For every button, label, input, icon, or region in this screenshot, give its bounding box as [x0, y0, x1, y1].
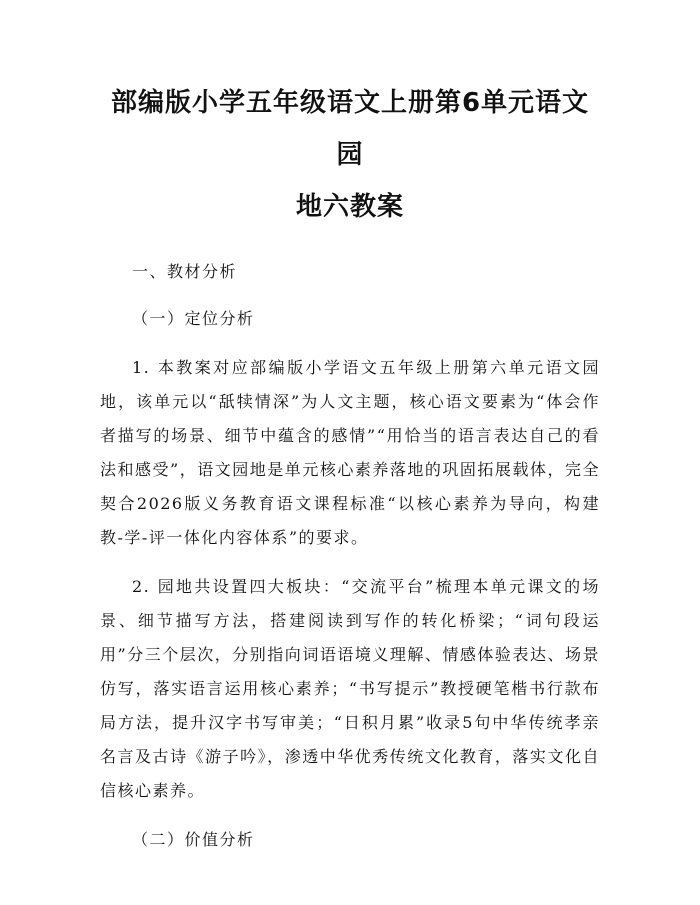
paragraph-2: 2. 园地共设置四大板块：“交流平台”梳理本单元课文的场景、细节描写方法，搭建阅读到写作的转化桥梁；“词句段运用”分三个层次，分别指向词语语境义理解、情感体验表达、场景仿写，落实语言运用核心素养；“书写提示”教授硬笔楷书行款布局方法，提升汉字书写审美；“日积月累”收录5句中华传统孝亲名言及古诗《游子吟》，渗透中华优秀传统文化教育，落实文化自信核心素养。 — [100, 577, 600, 800]
section-heading-teaching-material-analysis: 一、教材分析 — [132, 262, 238, 281]
subsection-heading-value-analysis: （二）价值分析 — [132, 830, 255, 849]
title-line-2: 地六教案 — [295, 192, 404, 222]
title-line-1: 部编版小学五年级语文上册第6单元语文园 — [110, 88, 590, 170]
subsection-heading-positioning-analysis: （一）定位分析 — [132, 309, 255, 328]
paragraph-1: 1. 本教案对应部编版小学语文五年级上册第六单元语文园地，该单元以“舐犊情深”为人文主题，核心语文要素为“体会作者描写的场景、细节中蕴含的感情”“用恰当的语言表达自己的看法和感受”，语文园地是单元核心素养落地的巩固拓展载体，完全契合2026版义务教育语文课程标准“以核心素养为导向，构建教-学-评一体化内容体系”的要求。 — [100, 358, 600, 547]
document-title — [100, 0, 600, 233]
